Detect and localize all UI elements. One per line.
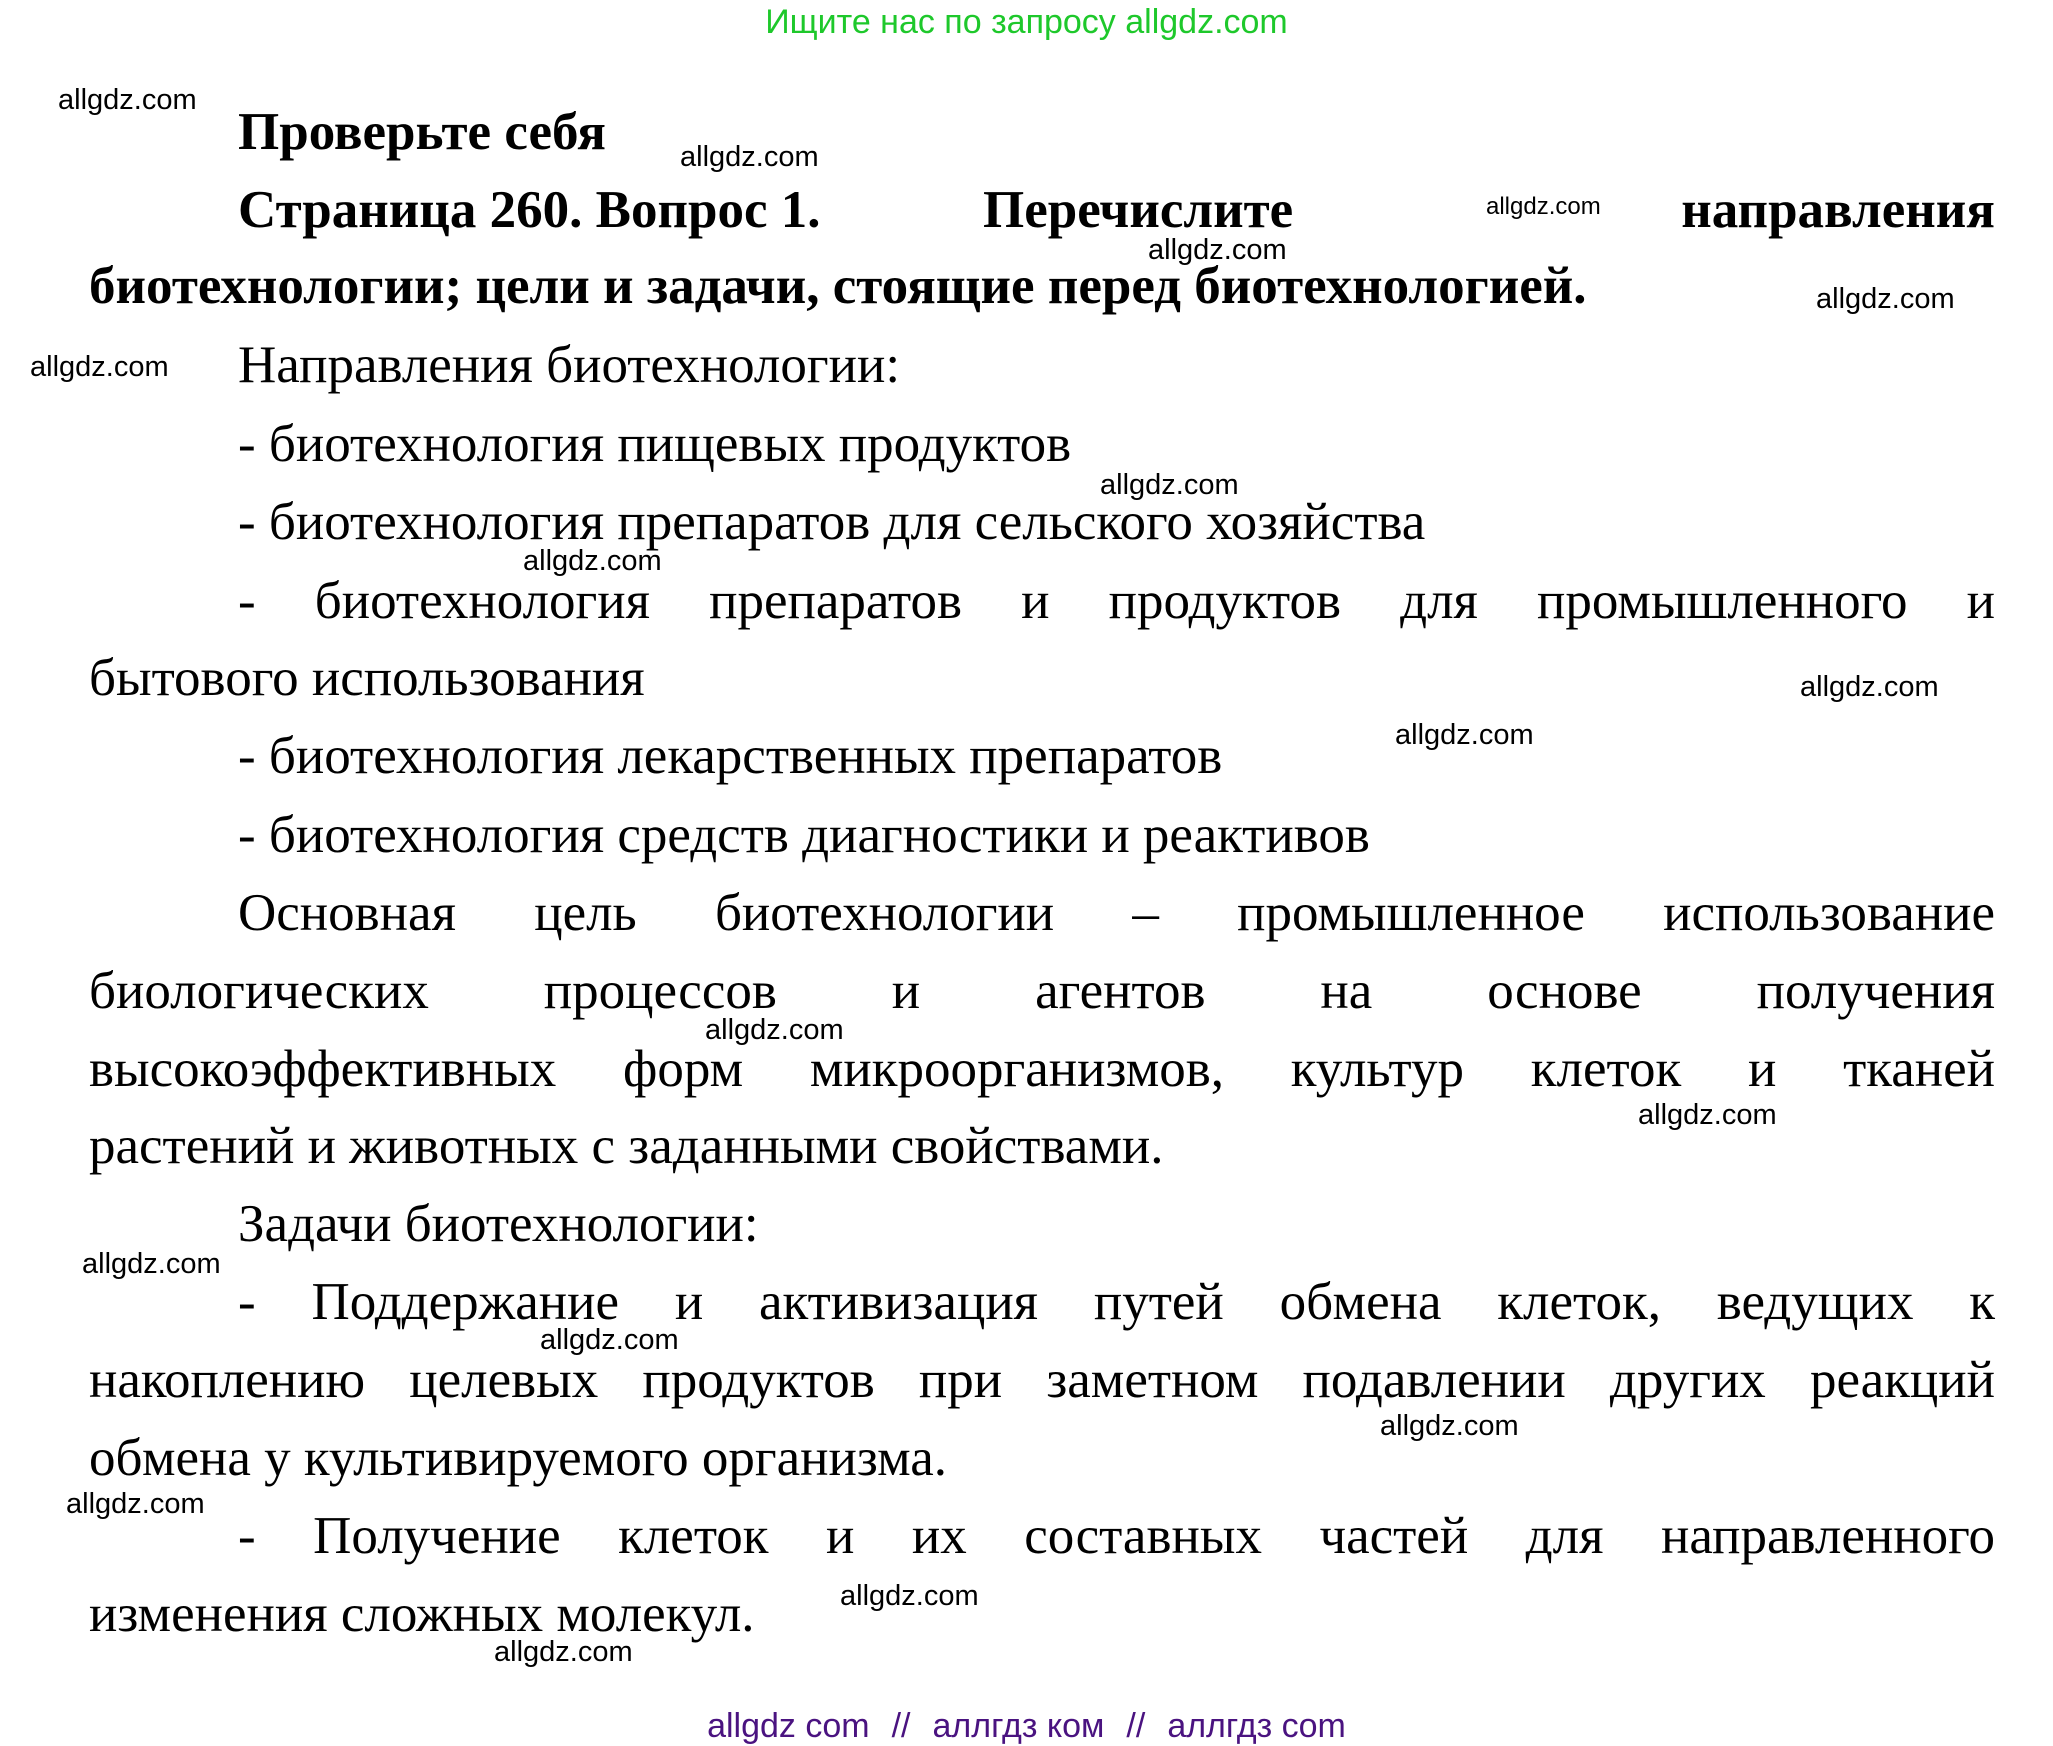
direction-item-continuation: бытового использования [89, 649, 645, 707]
watermark: allgdz.com [540, 1324, 679, 1356]
watermark: allgdz.com [66, 1488, 205, 1520]
watermark: allgdz.com [1395, 719, 1534, 751]
goal-line: высокоэффективных форм микроорганизмов, культур клеток и тканей [89, 1040, 1995, 1098]
direction-item: - биотехнология лекарственных препаратов [238, 727, 1223, 785]
watermark: allgdz.com [30, 351, 169, 383]
watermark: allgdz.com [680, 141, 819, 173]
task-line: накоплению целевых продуктов при заметном подавлении других реакций [89, 1351, 1995, 1409]
direction-item: - биотехнология препаратов и продуктов для промышленного и [238, 572, 1995, 630]
watermark: allgdz.com [1800, 671, 1939, 703]
top-banner[interactable]: Ищите нас по запросу allgdz.com [765, 3, 1288, 41]
watermark: allgdz.com [1486, 193, 1601, 220]
section-title: Проверьте себя [238, 103, 606, 161]
task-line: - Получение клеток и их составных частей для направленного [238, 1507, 1995, 1565]
separator: // [891, 1707, 911, 1745]
bottom-banner-link[interactable]: аллгдз ком [932, 1707, 1105, 1745]
watermark: allgdz.com [82, 1248, 221, 1280]
direction-item: - биотехнология препаратов для сельского хозяйства [238, 493, 1426, 551]
watermark: allgdz.com [840, 1580, 979, 1612]
separator: // [1126, 1707, 1146, 1745]
tasks-heading: Задачи биотехнологии: [238, 1195, 759, 1253]
direction-item: - биотехнология пищевых продуктов [238, 415, 1072, 473]
goal-line: биологических процессов и агентов на основе получения [89, 962, 1995, 1020]
bottom-banner[interactable] [0, 1706, 2053, 1746]
bottom-banner-link[interactable]: allgdz com [707, 1707, 870, 1745]
watermark: allgdz.com [1100, 469, 1239, 501]
directions-heading: Направления биотехнологии: [238, 336, 901, 394]
question-text-end: направления [1681, 181, 1995, 239]
watermark: allgdz.com [494, 1636, 633, 1668]
watermark: allgdz.com [705, 1014, 844, 1046]
watermark: allgdz.com [1380, 1410, 1519, 1442]
question-line-2: биотехнологии; цели и задачи, стоящие перед биотехнологией. [89, 257, 1587, 315]
question-number: Страница 260. Вопрос 1. [238, 181, 821, 239]
watermark: allgdz.com [1638, 1099, 1777, 1131]
task-line: - Поддержание и активизация путей обмена клеток, ведущих к [238, 1273, 1995, 1331]
watermark: allgdz.com [1148, 234, 1287, 266]
task-line: обмена у культивируемого организма. [89, 1429, 948, 1487]
goal-line: Основная цель биотехнологии – промышленное использование [238, 884, 1995, 942]
direction-item: - биотехнология средств диагностики и реактивов [238, 806, 1370, 864]
watermark: allgdz.com [58, 84, 197, 116]
watermark: allgdz.com [523, 545, 662, 577]
bottom-banner-link[interactable]: аллгдз com [1167, 1707, 1346, 1745]
question-text-start: Перечислите [983, 181, 1294, 239]
watermark: allgdz.com [1816, 283, 1955, 315]
task-line: изменения сложных молекул. [89, 1585, 755, 1643]
goal-line: растений и животных с заданными свойствами. [89, 1117, 1164, 1175]
question-line-1 [238, 180, 1995, 240]
